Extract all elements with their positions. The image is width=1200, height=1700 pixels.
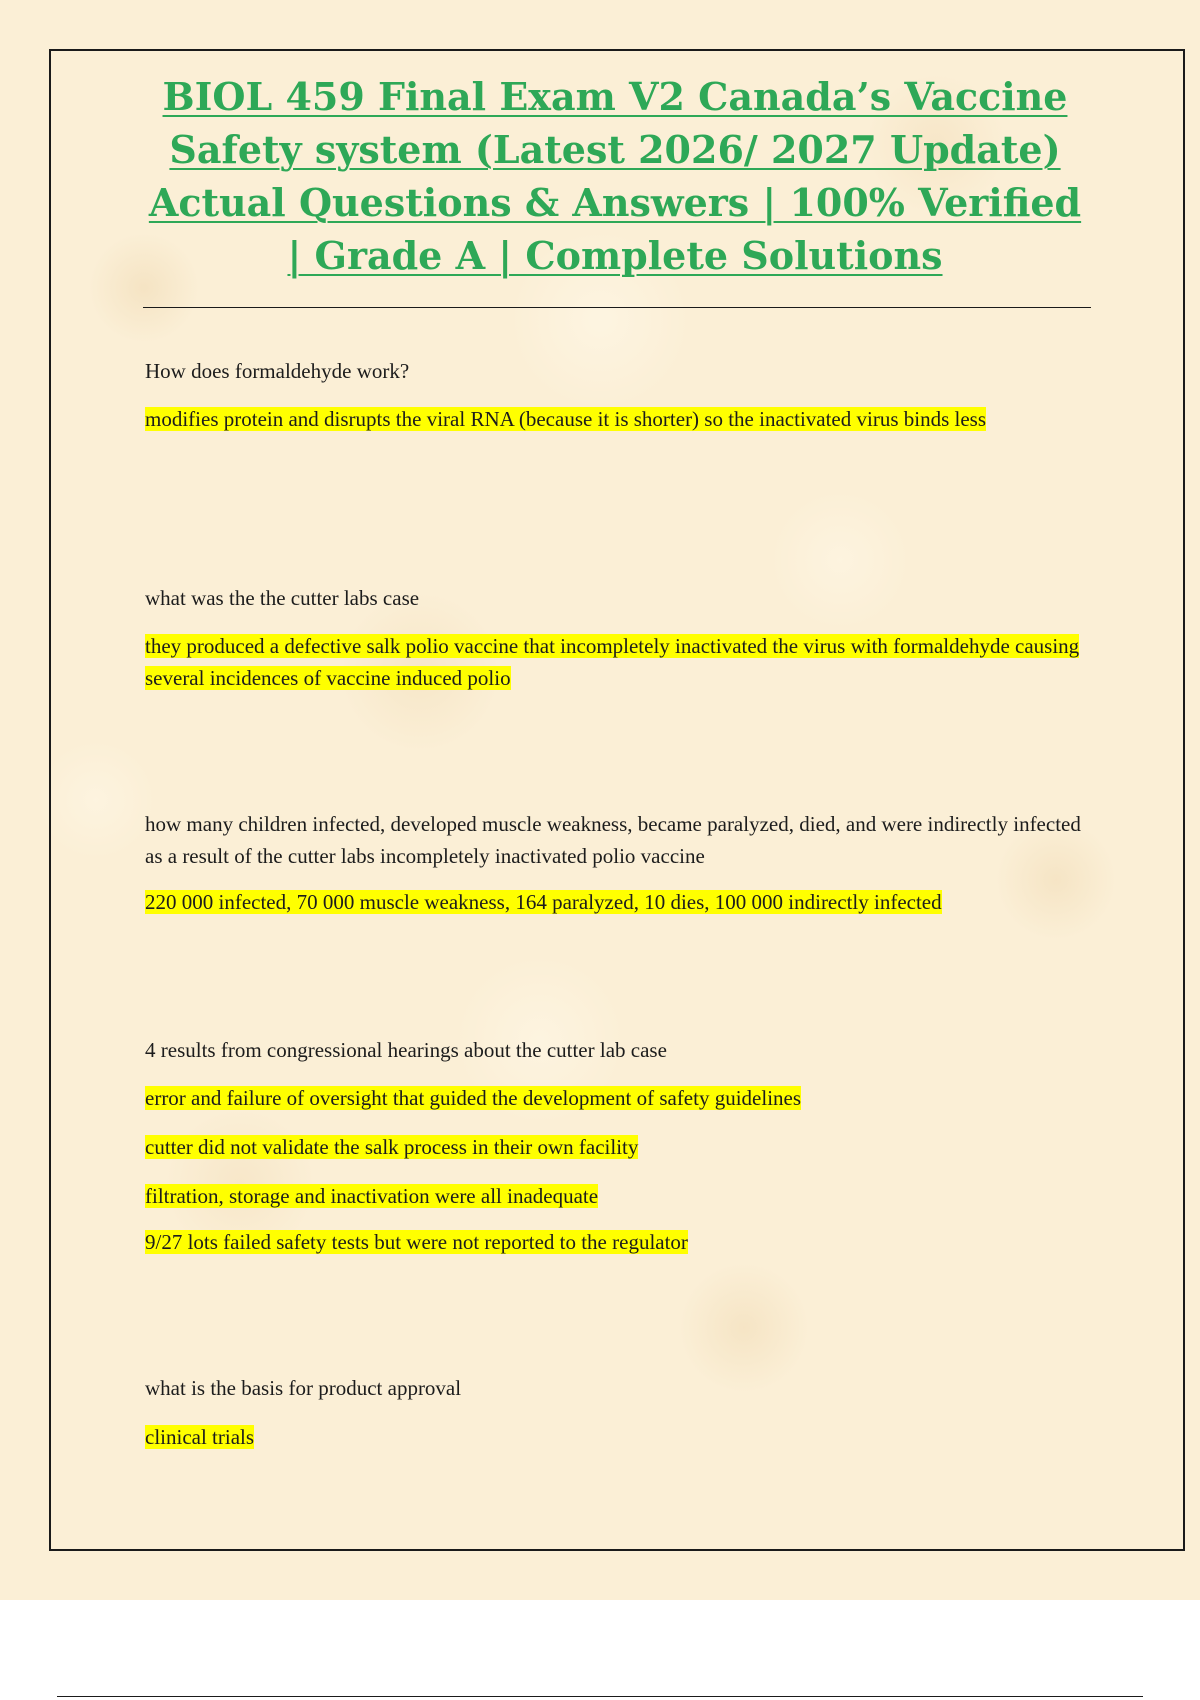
question-text: how many children infected, developed muscle weakness, became paralyzed, died, and were indirectly infected as a result of the cutter labs incompletely inactivated polio vaccine: [145, 812, 1081, 868]
document-title: BIOL 459 Final Exam V2 Canada’s Vaccine Safety system (Latest 2026/ 2027 Update) Actual Questions & Answers | 100% Verified | Grade A | Complete Solutions: [148, 74, 1082, 278]
qa-item: [145, 1372, 1090, 1453]
question-text: what was the the cutter labs case: [145, 586, 420, 610]
qa-item: [145, 808, 1090, 918]
qa-item: [145, 355, 1090, 435]
qa-item: [145, 1034, 1090, 1258]
answer-text: 9/27 lots failed safety tests but were not reported to the regulator: [145, 1230, 688, 1254]
answer-text: cutter did not validate the salk process in their own facility: [145, 1135, 639, 1159]
answer-text: modifies protein and disrupts the viral RNA (because it is shorter) so the inactivated virus binds less: [145, 407, 987, 431]
answer-text: error and failure of oversight that guided the development of safety guidelines: [145, 1086, 802, 1110]
answer-text: filtration, storage and inactivation were all inadequate: [145, 1184, 599, 1208]
qa-item: [145, 582, 1090, 694]
answer-text: they produced a defective salk polio vaccine that incompletely inactivated the virus with formaldehyde causing several incidences of vaccine induced polio: [145, 634, 1080, 690]
title-divider: [143, 307, 1091, 308]
question-text: How does formaldehyde work?: [145, 359, 410, 383]
answer-text: clinical trials: [145, 1425, 255, 1449]
question-text: 4 results from congressional hearings about the cutter lab case: [145, 1038, 667, 1062]
question-text: what is the basis for product approval: [145, 1376, 462, 1400]
next-page-divider: [57, 1696, 1143, 1697]
answer-text: 220 000 infected, 70 000 muscle weakness, 164 paralyzed, 10 dies, 100 000 indirectly infected: [145, 890, 942, 914]
